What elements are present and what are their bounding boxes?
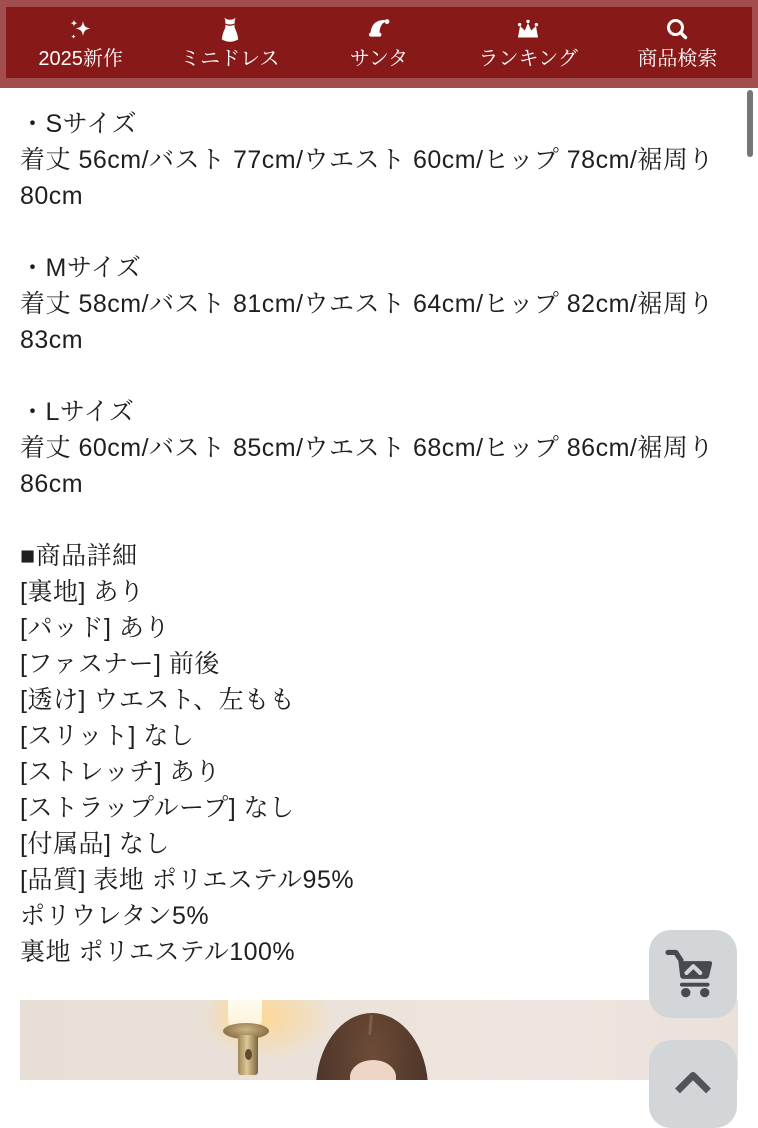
size-detail: 着丈 58cm/バスト 81cm/ウエスト 64cm/ヒップ 82cm/裾周り 83cm [20,290,714,354]
size-heading: ・Lサイズ [20,398,135,426]
detail-line: 裏地 ポリエステル100% [20,938,296,966]
crown-icon [513,15,543,45]
nav-label: ミニドレス [180,48,280,70]
size-detail: 着丈 56cm/バスト 77cm/ウエスト 60cm/ヒップ 78cm/裾周り 80cm [20,146,714,210]
nav-item-mini-dress[interactable] [155,7,304,78]
size-heading: ・Sサイズ [20,110,138,138]
cart-icon [662,943,724,1005]
details-heading: ■商品詳細 [20,542,138,570]
chevron-up-icon [662,1053,724,1115]
santa-hat-icon [364,15,394,45]
detail-line: [透け] ウエスト、左もも [20,686,296,714]
wall-lamp-detail [245,1049,252,1060]
detail-line: [スリット] なし [20,722,195,750]
sparkles-icon [66,15,96,45]
cart-button[interactable] [649,930,737,1018]
product-details-block [20,538,740,970]
detail-line: [品質] 表地 ポリエステル95% [20,866,355,894]
detail-line: [ストレッチ] あり [20,758,221,786]
detail-line: [付属品] なし [20,830,170,858]
detail-line: [ストラップループ] なし [20,794,295,822]
nav-item-2025-new[interactable] [6,7,155,78]
scroll-top-button[interactable] [649,1040,737,1128]
product-photo [20,1000,738,1080]
detail-line: [裏地] あり [20,578,145,606]
detail-line: [パッド] あり [20,614,170,642]
product-description [0,106,758,970]
dress-icon [215,15,245,45]
top-nav [0,0,758,88]
search-icon [662,15,692,45]
detail-line: ポリウレタン5% [20,902,210,930]
top-nav-items [6,7,752,78]
size-detail: 着丈 60cm/バスト 85cm/ウエスト 68cm/ヒップ 86cm/裾周り 86cm [20,434,714,498]
size-block-l [20,394,740,502]
nav-item-ranking[interactable] [454,7,603,78]
nav-label: ランキング [478,48,578,70]
size-block-m [20,250,740,358]
nav-item-product-search[interactable] [603,7,752,78]
nav-label: サンタ [349,48,409,70]
nav-label: 商品検索 [637,48,718,70]
size-block-s [20,106,740,214]
detail-line: [ファスナー] 前後 [20,650,220,678]
size-heading: ・Mサイズ [20,254,142,282]
nav-item-santa[interactable] [304,7,453,78]
nav-label: 2025新作 [38,48,123,70]
